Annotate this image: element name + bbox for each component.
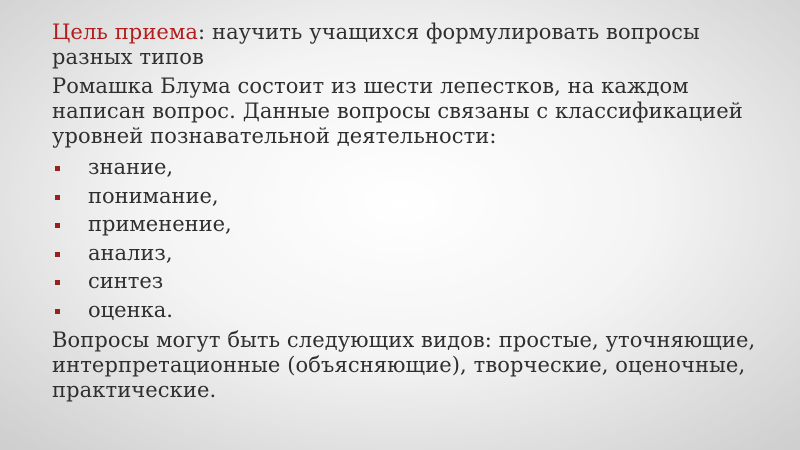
- goal-paragraph: [52, 20, 772, 70]
- list-item-text: применение,: [88, 212, 232, 236]
- goal-label: Цель приема: [52, 20, 199, 44]
- list-item-text: оценка.: [88, 297, 173, 322]
- list-item-text: понимание,: [88, 183, 219, 208]
- list-item-text: знание,: [88, 155, 174, 179]
- levels-list: [52, 153, 772, 324]
- square-bullet-icon: [55, 280, 60, 285]
- square-bullet-icon: [55, 252, 60, 257]
- list-item: [52, 267, 772, 296]
- square-bullet-icon: [55, 195, 60, 200]
- goal-text: : научить учащихся формулировать вопросы разных типов: [52, 20, 700, 69]
- list-item: [52, 153, 772, 182]
- square-bullet-icon: [55, 309, 60, 314]
- list-item: [52, 296, 772, 325]
- description-paragraph: Ромашка Блума состоит из шести лепестков, на каждом написан вопрос. Данные вопросы связаны с классификацией уровней познавательной деятельности:: [52, 74, 743, 148]
- conclusion-paragraph: Вопросы могут быть следующих видов: простые, уточняющие, интерпретационные (объясняющие), творческие, оценочные, практические.: [52, 328, 756, 402]
- list-item: [52, 210, 772, 239]
- square-bullet-icon: [55, 223, 60, 228]
- list-item: [52, 182, 772, 211]
- list-item-text: анализ,: [88, 240, 173, 265]
- list-item: [52, 239, 772, 268]
- list-item-text: синтез: [88, 269, 164, 293]
- slide-content: [52, 20, 772, 407]
- square-bullet-icon: [55, 166, 60, 171]
